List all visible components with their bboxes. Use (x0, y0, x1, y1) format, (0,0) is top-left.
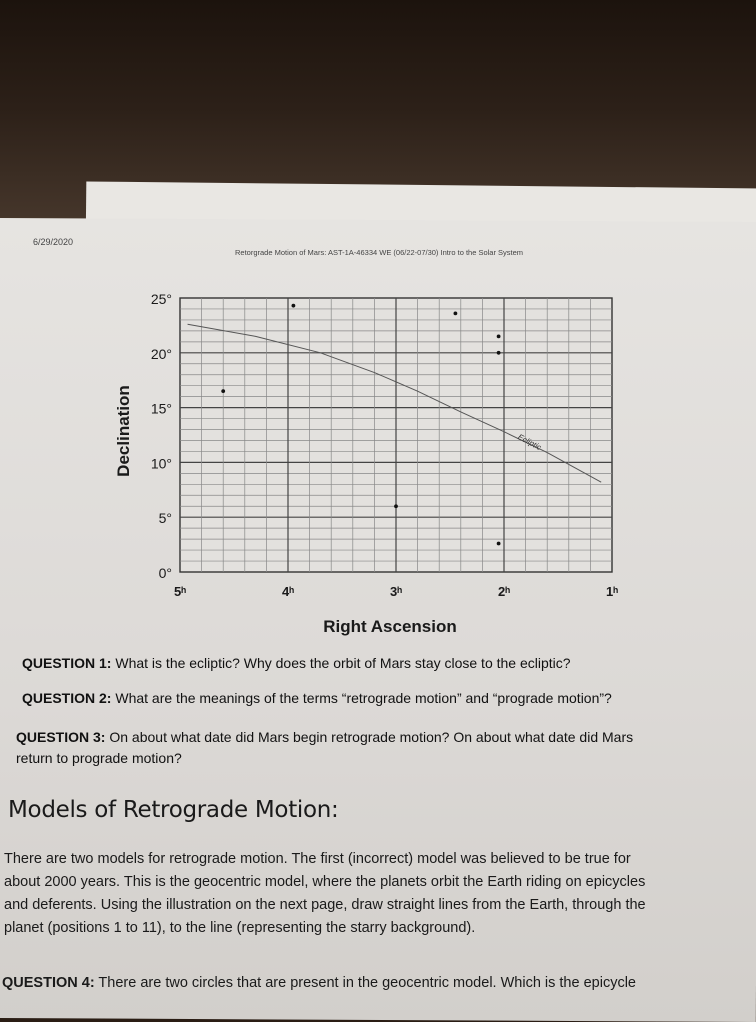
y-tick-label: 10° (150, 455, 172, 472)
y-tick-label: 25° (150, 291, 172, 307)
mars-position-point (497, 351, 501, 355)
question-1-label: QUESTION 1: (22, 655, 112, 671)
y-tick-label: 20° (150, 345, 172, 362)
question-3-text: On about what date did Mars begin retrograde motion? On about what date did Mars (105, 729, 634, 745)
question-3 (16, 727, 633, 769)
x-tick-label: 5ʰ (173, 584, 187, 599)
question-2 (22, 688, 612, 709)
question-1-text: What is the ecliptic? Why does the orbit of Mars stay close to the ecliptic? (111, 655, 571, 671)
mars-position-point (497, 334, 501, 338)
y-tick-label: 0° (158, 565, 172, 581)
body-line: planet (positions 1 to 11), to the line (representing the starry background). (4, 920, 476, 936)
body-line: There are two models for retrograde motion. The first (incorrect) model was believed to be true for (4, 851, 631, 867)
y-axis-label: Declination (114, 385, 133, 477)
x-tick-label: 2ʰ (497, 584, 511, 599)
y-tick-label: 5° (158, 510, 172, 527)
section-body (4, 848, 756, 940)
question-4-text: There are two circles that are present in the geocentric model. Which is the epicycle (94, 975, 636, 991)
mars-position-point (454, 311, 458, 315)
question-2-label: QUESTION 2: (22, 690, 112, 706)
question-3-label: QUESTION 3: (16, 729, 106, 745)
section-title: Models of Retrograde Motion: (8, 797, 339, 823)
y-tick-label: 15° (150, 400, 172, 417)
x-axis-label: Right Ascension (323, 617, 457, 636)
mars-position-point (497, 542, 501, 546)
header-date: 6/29/2020 (33, 237, 74, 247)
mars-position-point (394, 504, 398, 508)
x-tick-label: 3ʰ (389, 584, 403, 599)
header-title: Retorgrade Motion of Mars: AST-1A-46334 WE (06/22-07/30) Intro to the Solar System (235, 248, 524, 257)
question-3-text-line2: return to prograde motion? (16, 750, 182, 766)
x-tick-label: 1ʰ (605, 584, 619, 599)
ecliptic-label: Ecliptic (516, 432, 543, 453)
question-4 (2, 975, 636, 991)
question-1 (22, 653, 571, 674)
x-tick-label: 4ʰ (281, 584, 295, 599)
question-2-text: What are the meanings of the terms “retrograde motion” and “prograde motion”? (111, 690, 612, 706)
body-line: and deferents. Using the illustration on the next page, draw straight lines from the Earth, through the (4, 897, 646, 913)
mars-position-point (221, 389, 225, 393)
body-line: about 2000 years. This is the geocentric model, where the planets orbit the Earth riding on epicycles (4, 874, 646, 890)
mars-position-point (292, 304, 296, 308)
question-4-label: QUESTION 4: (2, 975, 95, 991)
